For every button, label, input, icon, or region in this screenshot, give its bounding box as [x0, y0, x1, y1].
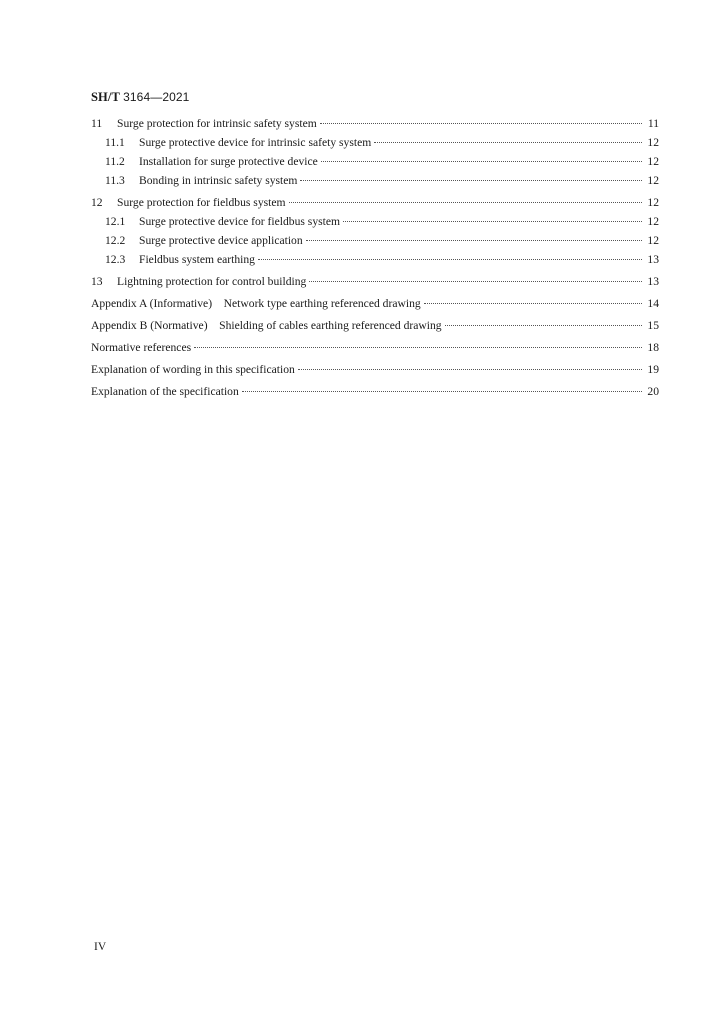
- toc-dot-leader: [258, 259, 642, 260]
- toc-entry: [91, 215, 659, 234]
- toc-entry-page: 12: [647, 196, 659, 209]
- toc-entry-title: Explanation of wording in this specification: [91, 363, 295, 376]
- toc-entry-title: Installation for surge protective device: [139, 155, 318, 168]
- toc-entry: [91, 385, 659, 404]
- toc-entry-number: 11: [91, 117, 103, 130]
- toc-entry-page: 12: [647, 234, 659, 247]
- toc-entry-number: 11.1: [105, 136, 125, 149]
- toc-dot-leader: [306, 240, 642, 241]
- toc-entry-title: Lightning protection for control building: [117, 275, 307, 288]
- toc-entry-page: 13: [647, 275, 659, 288]
- toc-entry-page: 14: [647, 297, 659, 310]
- toc-dot-leader: [289, 202, 642, 203]
- toc-entry-page: 13: [647, 253, 659, 266]
- toc-entry: [91, 297, 659, 316]
- toc-entry: [91, 234, 659, 253]
- toc-entry-title: Appendix A (Informative) Network type earthing referenced drawing: [91, 297, 421, 310]
- toc-entry: [91, 155, 659, 174]
- toc-dot-leader: [320, 123, 642, 124]
- toc-entry-number: 12.3: [105, 253, 126, 266]
- toc-entry: [91, 196, 659, 215]
- toc-entry: [91, 253, 659, 272]
- toc-entry: [91, 275, 659, 294]
- toc-dot-leader: [309, 281, 642, 282]
- table-of-contents: [91, 117, 659, 404]
- toc-dot-leader: [298, 369, 642, 370]
- toc-entry: [91, 136, 659, 155]
- toc-dot-leader: [194, 347, 642, 348]
- toc-entry-title: Surge protective device for fieldbus system: [139, 215, 341, 228]
- toc-entry-page: 18: [647, 341, 659, 354]
- toc-entry-title: Explanation of the specification: [91, 385, 239, 398]
- toc-entry-title: Surge protective device application: [139, 234, 303, 247]
- toc-entry-page: 20: [647, 385, 659, 398]
- toc-entry-title: Normative references: [91, 341, 192, 354]
- toc-entry: [91, 319, 659, 338]
- standard-header: [91, 90, 189, 105]
- toc-entry-number: 12: [91, 196, 103, 209]
- toc-entry: [91, 363, 659, 382]
- toc-entry: [91, 174, 659, 193]
- toc-entry-page: 12: [647, 174, 659, 187]
- toc-entry-number: 12.2: [105, 234, 126, 247]
- toc-entry-title: Bonding in intrinsic safety system: [139, 174, 298, 187]
- toc-dot-leader: [300, 180, 642, 181]
- toc-entry-title: Surge protective device for intrinsic safety system: [139, 136, 372, 149]
- standard-number: 3164—2021: [123, 90, 190, 104]
- toc-entry-title: Surge protection for fieldbus system: [117, 196, 286, 209]
- toc-entry: [91, 341, 659, 360]
- toc-dot-leader: [424, 303, 642, 304]
- toc-entry-page: 15: [647, 319, 659, 332]
- toc-dot-leader: [242, 391, 642, 392]
- toc-entry-number: 11.3: [105, 174, 125, 187]
- toc-dot-leader: [343, 221, 642, 222]
- toc-dot-leader: [374, 142, 642, 143]
- standard-code: SH/T: [91, 90, 120, 104]
- toc-entry-title: Appendix B (Normative) Shielding of cables earthing referenced drawing: [91, 319, 442, 332]
- toc-entry-page: 12: [647, 155, 659, 168]
- toc-entry-page: 19: [647, 363, 659, 376]
- toc-entry-page: 12: [647, 215, 659, 228]
- toc-dot-leader: [445, 325, 642, 326]
- toc-entry-number: 12.1: [105, 215, 126, 228]
- toc-entry-number: 13: [91, 275, 103, 288]
- toc-entry-number: 11.2: [105, 155, 125, 168]
- toc-entry-page: 11: [647, 117, 659, 130]
- page-number: IV: [94, 941, 107, 953]
- toc-entry-page: 12: [647, 136, 659, 149]
- toc-entry: [91, 117, 659, 136]
- toc-dot-leader: [321, 161, 642, 162]
- toc-entry-title: Surge protection for intrinsic safety system: [117, 117, 317, 130]
- toc-entry-title: Fieldbus system earthing: [139, 253, 255, 266]
